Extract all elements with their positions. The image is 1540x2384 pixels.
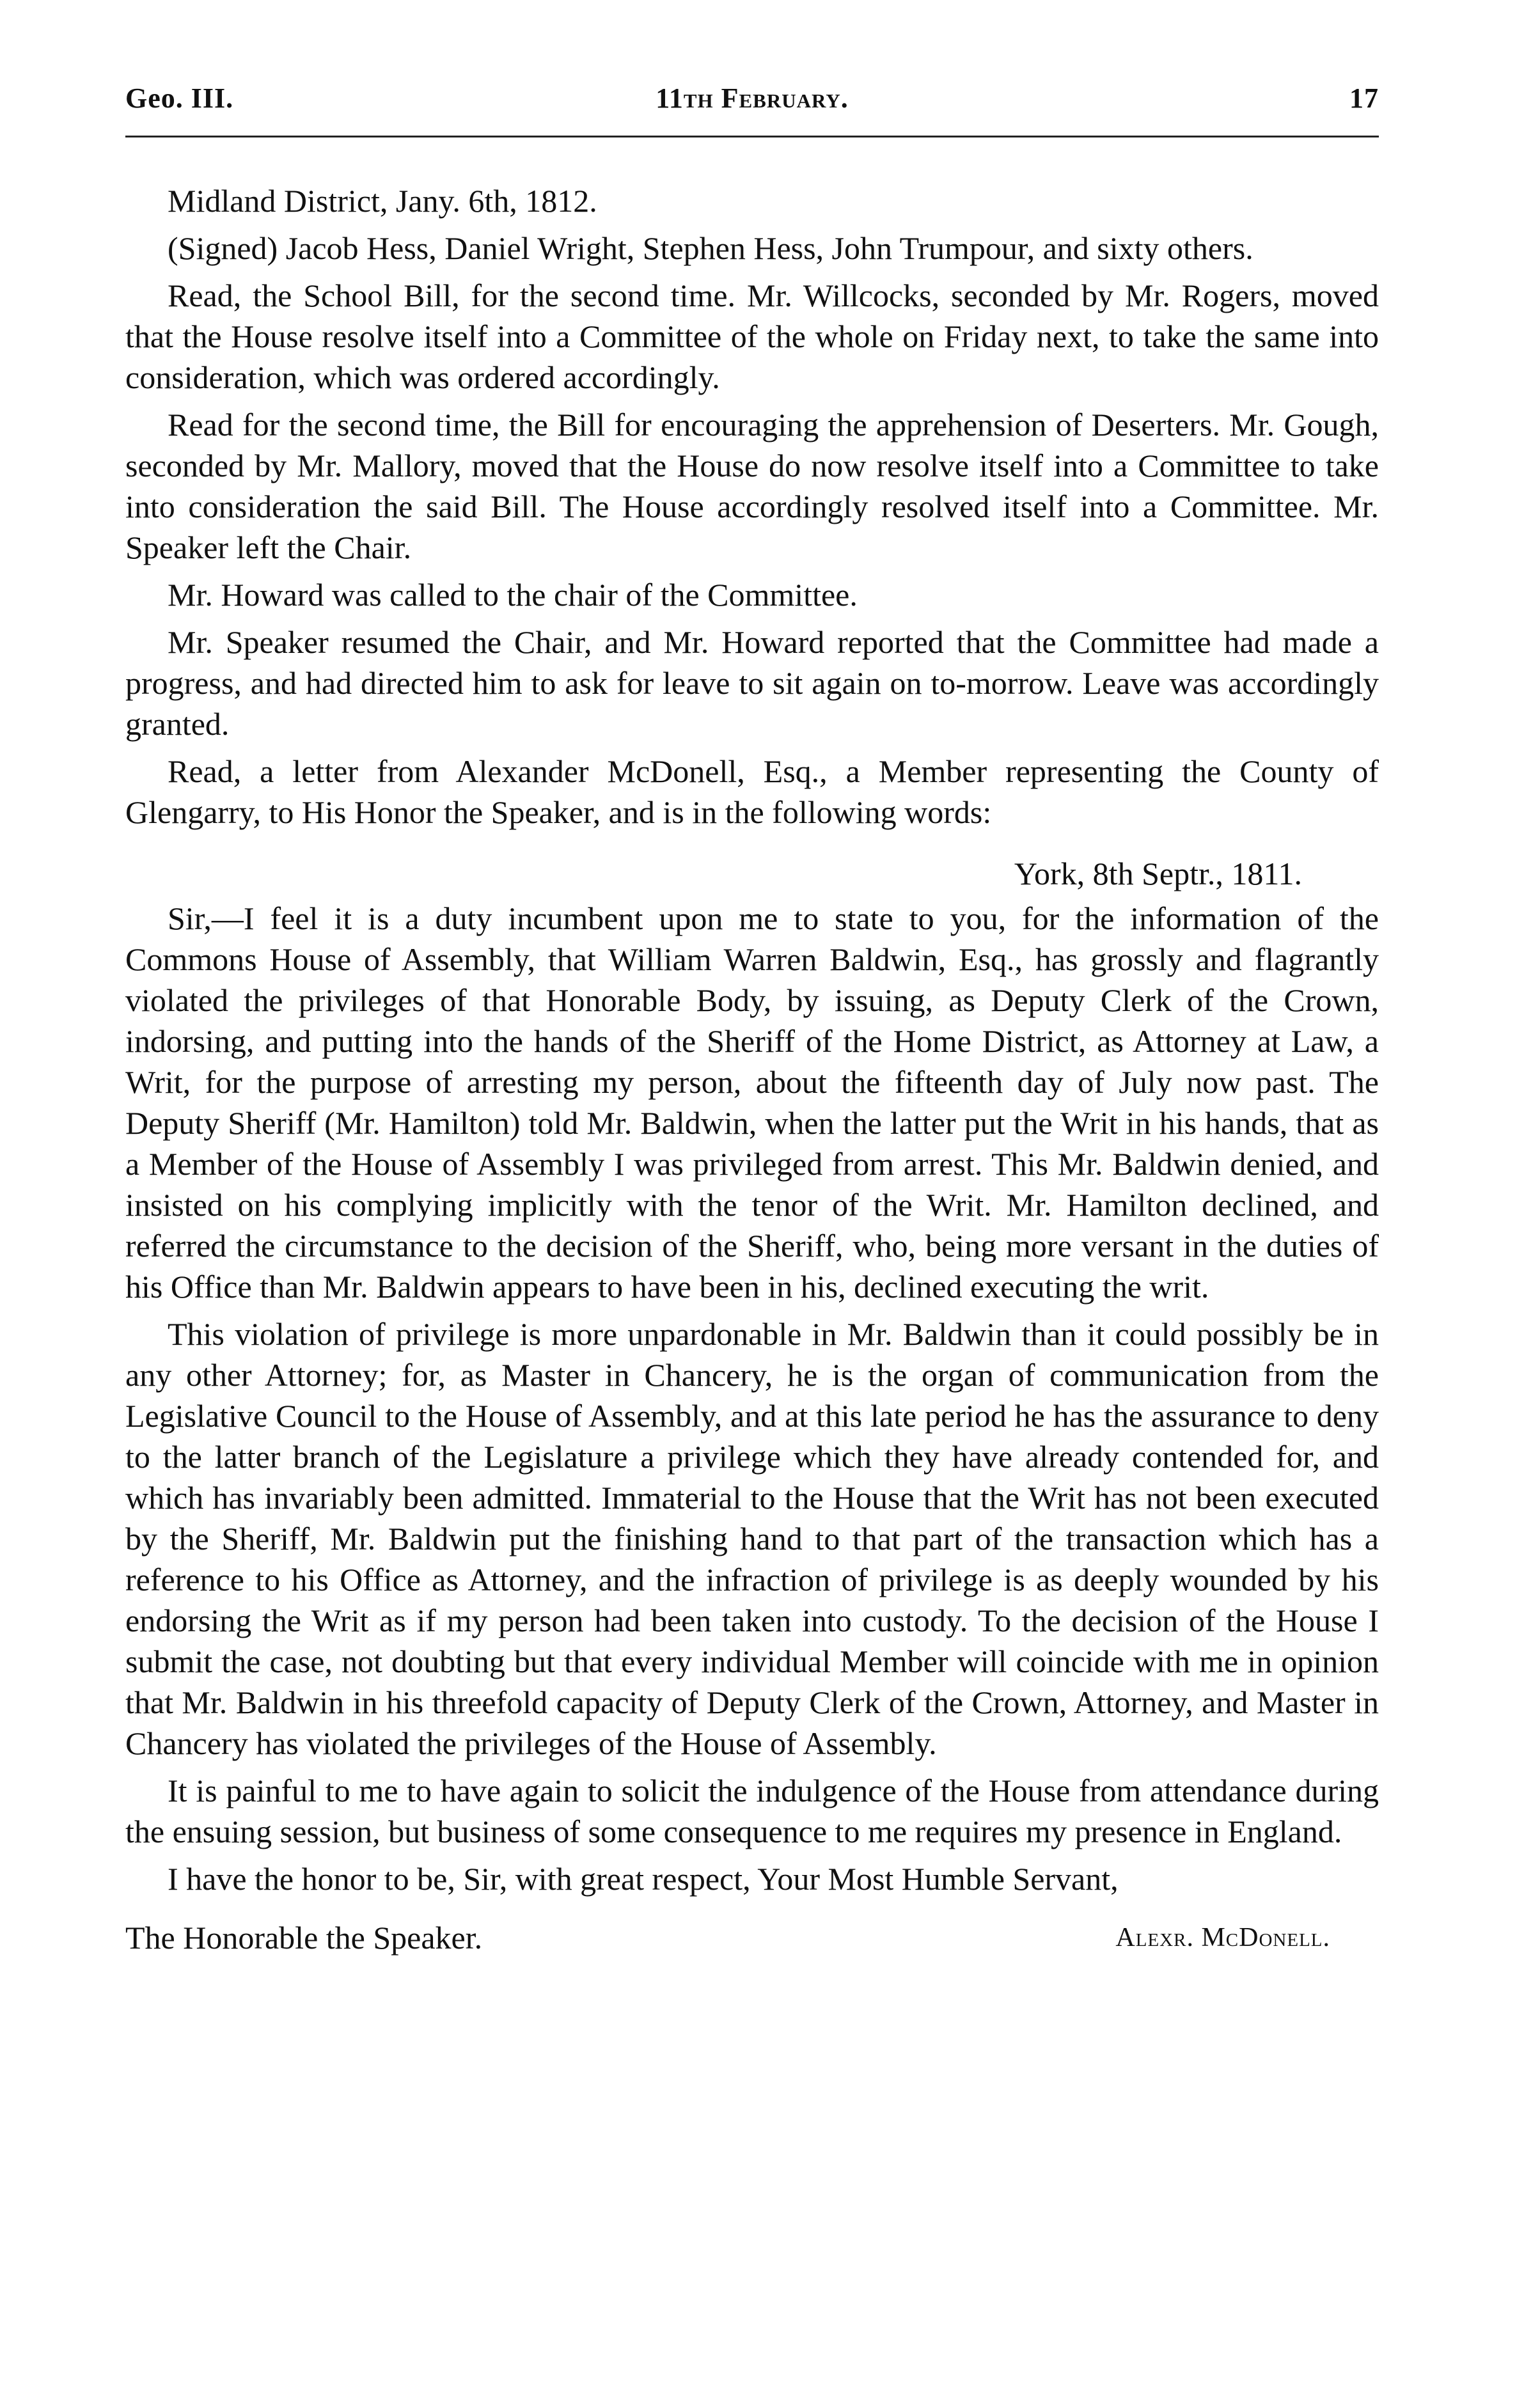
journal-page [125, 0, 1379, 2384]
reign-label: Geo. III. [125, 82, 234, 114]
page-number: 17 [1349, 82, 1379, 114]
signature-row [125, 1917, 1379, 1958]
running-head [125, 82, 1379, 120]
letter-signature: Alexr. McDonell. [1115, 1923, 1330, 1952]
journal-body [125, 180, 1379, 1958]
letter-paragraph-3: It is painful to me to have again to solicit the indulgence of the House from attendance during the ensuing session, but business of some consequence to me requires my presence in England. [125, 1773, 1379, 1849]
petition-origin: Midland District, Jany. 6th, 1812. [168, 183, 597, 219]
letter-date: York, 8th Septr., 1811. [1014, 856, 1302, 891]
speaker-resumed-paragraph: Mr. Speaker resumed the Chair, and Mr. Howard reported that the Committee had made a progress, and had directed him to ask for leave to sit again on to-morrow. Leave was accordingly granted. [125, 624, 1379, 742]
howard-called-paragraph: Mr. Howard was called to the chair of the Committee. [168, 577, 858, 613]
letter-paragraph-1: Sir,—I feel it is a duty incumbent upon me to state to you, for the information of the Commons House of Assembly, that William Warren Baldwin, Esq., has grossly and flagrantly violated the privileges of that Honorable Body, by issuing, as Deputy Clerk of the Crown, indorsing, and putting into the hands of the Sheriff of the Home District, as Attorney at Law, a Writ, for the purpose of arresting my person, about the fifteenth day of July now past. The Deputy Sheriff (Mr. Hamilton) told Mr. Baldwin, when the latter put the Writ in his hands, that as a Member of the House of Assembly I was privileged from arrest. This Mr. Baldwin denied, and insisted on his complying implicitly with the tenor of the Writ. Mr. Hamilton declined, and referred the circumstance to the decision of the Sheriff, who, being more versant in the duties of his Office than Mr. Baldwin appears to have been in his, declined executing the writ. [125, 900, 1379, 1305]
date-heading: 11th February. [656, 82, 849, 114]
deserters-bill-paragraph: Read for the second time, the Bill for encouraging the apprehension of Deserters. Mr. Gough, seconded by Mr. Mallory, moved that the House do now resolve itself into a Committee to take into consideration the said Bill. The House accordingly resolved itself into a Committee. Mr. Speaker left the Chair. [125, 407, 1379, 565]
letter-intro-paragraph: Read, a letter from Alexander McDonell, Esq., a Member representing the County of Glengarry, to His Honor the Speaker, and is in the following words: [125, 753, 1379, 830]
letter-addressee: The Honorable the Speaker. [125, 1920, 483, 1956]
letter-paragraph-2: This violation of privilege is more unpardonable in Mr. Baldwin than it could possibly be in any other Attorney; for, as Master in Chancery, he is the organ of communication from the Legislative Council to the House of Assembly, and at this late period he has the assurance to deny to the latter branch of the Legislature a privilege which they have already contended for, and which has invariably been admitted. Immaterial to the House that the Writ has not been executed by the Sheriff, Mr. Baldwin put the finishing hand to that part of the transaction which has a reference to his Office as Attorney, and the infraction of privilege is as deeply wounded by his endorsing the Writ as if my person had been taken into custody. To the decision of the House I submit the case, not doubting but that every individual Member will coincide with me in opinion that Mr. Baldwin in his threefold capacity of Deputy Clerk of the Crown, Attorney, and Master in Chancery has violated the privileges of the House of Assembly. [125, 1316, 1379, 1761]
letter-closing: I have the honor to be, Sir, with great respect, Your Most Humble Servant, [168, 1861, 1119, 1897]
school-bill-paragraph: Read, the School Bill, for the second time. Mr. Willcocks, seconded by Mr. Rogers, moved that the House resolve itself into a Committee of the whole on Friday next, to take the same into consideration, which was ordered accordingly. [125, 278, 1379, 395]
petition-signers: (Signed) Jacob Hess, Daniel Wright, Stephen Hess, John Trumpour, and sixty others. [168, 230, 1253, 266]
header-rule [125, 136, 1379, 137]
